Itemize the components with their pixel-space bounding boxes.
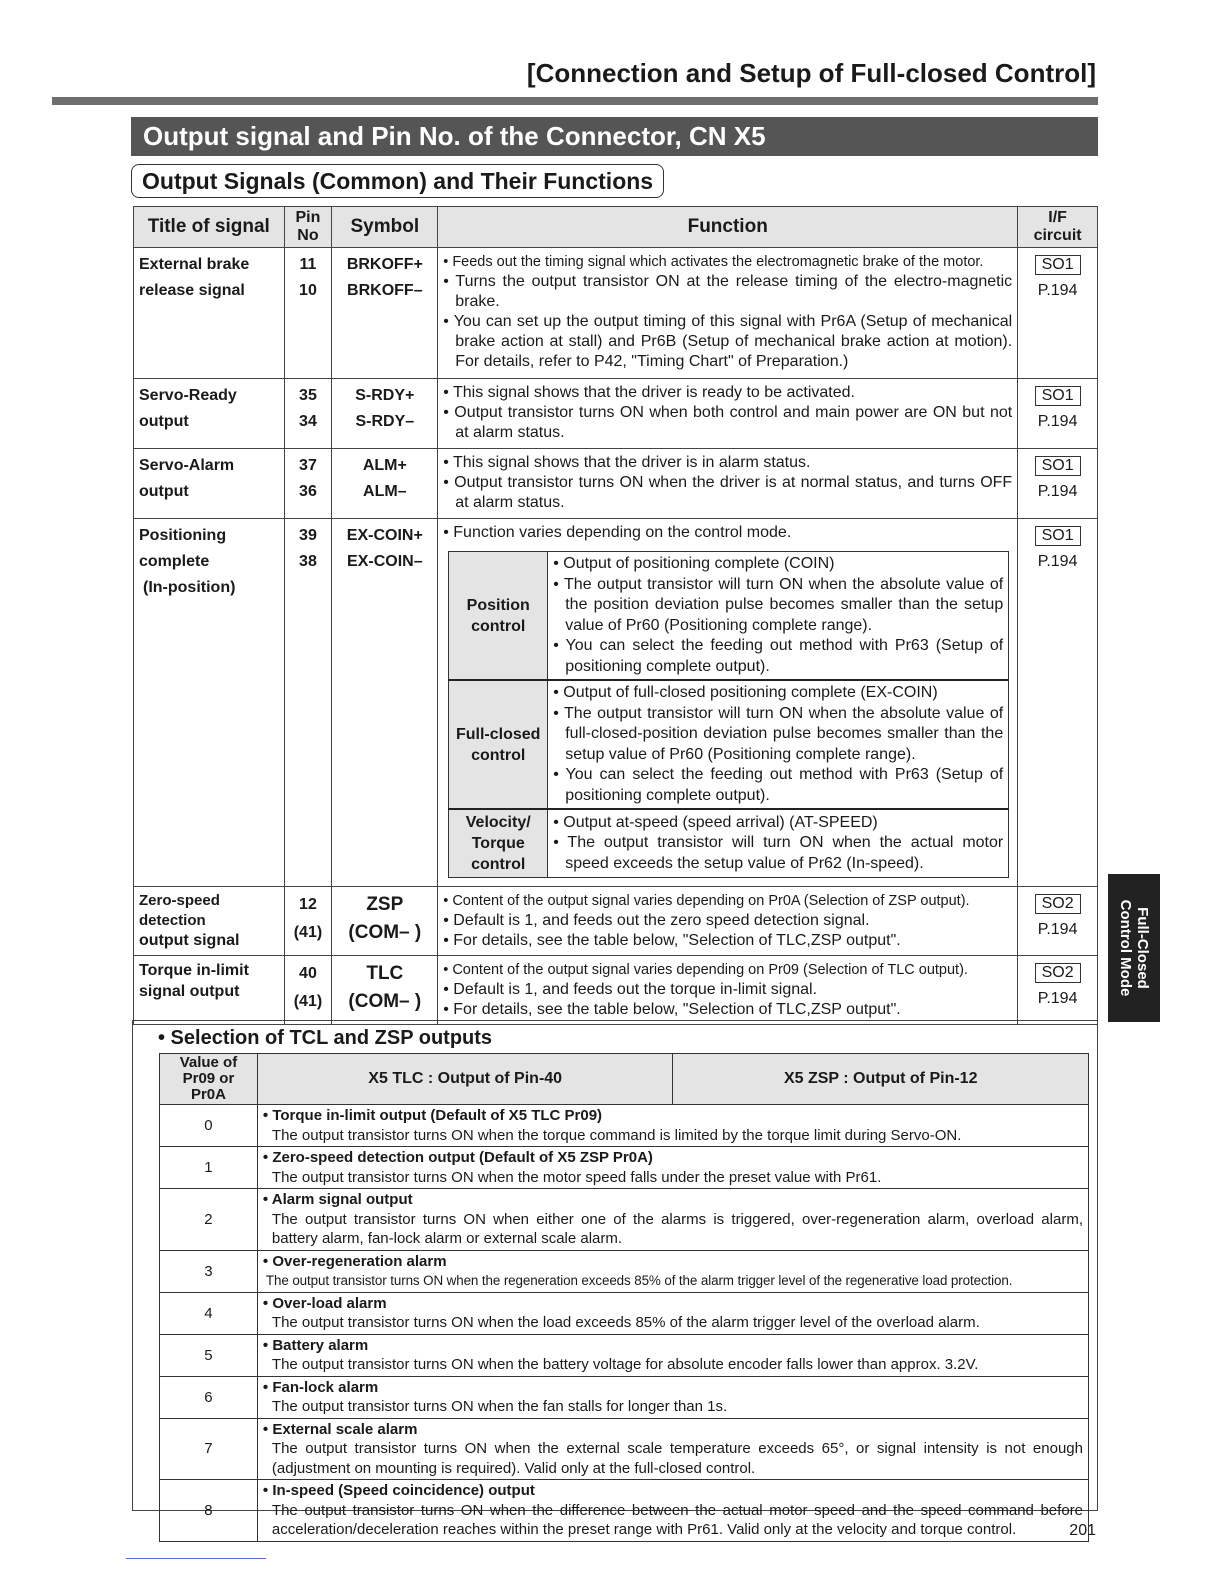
selection-item-title: • Over-load alarm xyxy=(262,1294,387,1312)
pin: 38 xyxy=(299,553,317,570)
circuit-code: SO2 xyxy=(1035,894,1081,914)
selection-row xyxy=(160,1418,1089,1480)
pin: 12 xyxy=(299,896,317,913)
selection-description xyxy=(257,1480,1088,1542)
mode-line: • You can select the feeding out method with Pr63 (Setup of positioning complete output). xyxy=(553,637,1004,675)
selection-row xyxy=(160,1250,1089,1292)
mode-label-line: Velocity/ xyxy=(465,814,531,831)
circuit-code: SO1 xyxy=(1035,526,1081,546)
symbols xyxy=(332,248,438,379)
table-row xyxy=(134,887,1098,956)
signal-title xyxy=(134,519,285,887)
signal-title xyxy=(134,887,285,956)
selection-item-text: The output transistor turns ON when the fan stalls for longer than 1s. xyxy=(271,1398,728,1415)
interface-circuit xyxy=(1018,519,1098,887)
selection-value: 5 xyxy=(160,1334,258,1376)
table-row xyxy=(134,956,1098,1025)
function-line: • Function varies depending on the control mode. xyxy=(443,524,792,541)
interface-circuit xyxy=(1018,449,1098,519)
col-function-header: Function xyxy=(438,207,1018,248)
section-title: Output signal and Pin No. of the Connector, CN X5 xyxy=(131,117,1098,156)
function-line: • Content of the output signal varies depending on Pr0A (Selection of ZSP output). xyxy=(443,893,970,909)
mode-line: • Output of positioning complete (COIN) xyxy=(553,555,835,572)
pin-numbers xyxy=(284,956,332,1025)
signal-title-line: Zero-speed xyxy=(139,892,220,909)
selection-item-text: The output transistor turns ON when the difference between the actual motor speed and the speed command before acceleration/deceleration reaches within the preset range with Pr61. Valid only at the velocity and torque control. xyxy=(271,1501,1083,1538)
selection-value: 3 xyxy=(160,1250,258,1292)
pin: 36 xyxy=(299,483,317,500)
table-header-row xyxy=(134,207,1098,248)
symbol: EX-COIN+ xyxy=(346,527,423,544)
symbol: BRKOFF– xyxy=(347,282,423,299)
selection-description xyxy=(257,1147,1088,1189)
selection-value: 1 xyxy=(160,1147,258,1189)
selection-item-text: The output transistor turns ON when the load exceeds 85% of the alarm trigger level of the overload alarm. xyxy=(271,1314,980,1331)
symbol: EX-COIN– xyxy=(347,553,423,570)
symbol: ZSP xyxy=(366,894,404,915)
symbol: (COM– ) xyxy=(348,991,422,1012)
footer-link-underline xyxy=(126,1558,266,1559)
function-line: • Turns the output transistor ON at the release timing of the electro-magnetic brake. xyxy=(443,273,1013,310)
symbols xyxy=(332,449,438,519)
value-header-line: Pr09 or Pr0A xyxy=(182,1070,235,1103)
signal-title-line: (In-position) xyxy=(143,579,236,596)
function-line: • You can set up the output timing of this signal with Pr6A (Setup of mechanical brake action at stall) and Pr6B (Setup of mechanical brake action at motion). For details, refer to P42, "Timing Chart" of Preparation.) xyxy=(443,313,1013,370)
side-tab-line: Control Mode xyxy=(1117,899,1134,997)
side-chapter-tab xyxy=(1108,874,1160,1022)
interface-circuit xyxy=(1018,887,1098,956)
mode-label-line: Torque xyxy=(471,835,525,852)
mode-label-line: Position xyxy=(466,596,530,614)
signal-title-line: signal output xyxy=(139,983,240,1000)
mode-label-line: control xyxy=(471,746,526,764)
function-text xyxy=(438,887,1018,956)
mode-description xyxy=(548,552,1009,681)
signal-title: External brake release signal xyxy=(134,248,285,379)
mode-line: • Output of full-closed positioning complete (EX-COIN) xyxy=(553,684,938,701)
selection-item-title: • In-speed (Speed coincidence) output xyxy=(262,1482,535,1499)
interface-circuit xyxy=(1018,379,1098,449)
page-ref: P.194 xyxy=(1037,282,1078,299)
signal-title-line: output signal xyxy=(139,932,240,949)
selection-item-text: The output transistor turns ON when the regeneration exceeds 85% of the alarm trigger level of the regenerative load protection. xyxy=(265,1273,1013,1288)
function-text xyxy=(438,449,1018,519)
mode-label-line: control xyxy=(471,617,526,635)
page-ref: P.194 xyxy=(1037,483,1078,500)
function-text xyxy=(438,379,1018,449)
table-row xyxy=(134,519,1098,887)
circuit-code: SO1 xyxy=(1035,386,1081,406)
selection-item-title: • Battery alarm xyxy=(262,1336,369,1354)
selection-row xyxy=(160,1334,1089,1376)
table-row xyxy=(134,449,1098,519)
pin: (41) xyxy=(293,924,323,941)
col-pin-header: Pin No xyxy=(284,207,332,248)
symbol: ALM+ xyxy=(362,457,407,474)
pin-numbers xyxy=(284,887,332,956)
circuit-code: SO1 xyxy=(1035,255,1081,275)
selection-item-title: • External scale alarm xyxy=(262,1420,418,1438)
table-row xyxy=(134,248,1098,379)
page-header-title: [Connection and Setup of Full-closed Control] xyxy=(526,58,1096,88)
pin: 40 xyxy=(299,965,317,982)
signal-title-line: Torque in-limit xyxy=(139,962,249,979)
subsection-title: Output Signals (Common) and Their Functions xyxy=(131,164,664,198)
tlc-header: X5 TLC : Output of Pin-40 xyxy=(257,1054,673,1105)
col-symbol-header: Symbol xyxy=(332,207,438,248)
pin-numbers xyxy=(284,449,332,519)
pin: 37 xyxy=(299,457,317,474)
selection-item-text: The output transistor turns ON when the external scale temperature exceeds 65°, or signal intensity is not enough (adjustment on mounting is required). Valid only at the full-closed control. xyxy=(271,1440,1083,1477)
symbols xyxy=(332,956,438,1025)
signal-title: Servo-Ready output xyxy=(134,379,285,449)
selection-description xyxy=(257,1376,1088,1418)
function-line: • Default is 1, and feeds out the torque in-limit signal. xyxy=(443,981,818,998)
symbol: TLC xyxy=(366,963,404,984)
page-ref: P.194 xyxy=(1037,990,1078,1007)
selection-description xyxy=(257,1292,1088,1334)
selection-table xyxy=(159,1053,1089,1542)
signal-title xyxy=(134,956,285,1025)
symbol: S-RDY+ xyxy=(355,387,415,404)
selection-row xyxy=(160,1376,1089,1418)
selection-description xyxy=(257,1418,1088,1480)
table-row xyxy=(134,379,1098,449)
function-line: • Feeds out the timing signal which activates the electromagnetic brake of the motor. xyxy=(443,254,984,270)
mode-row xyxy=(449,809,1009,878)
selection-row xyxy=(160,1480,1089,1542)
side-tab-line: Full-Closed xyxy=(1134,907,1151,989)
pin: 35 xyxy=(299,387,317,404)
col-circuit-header: I/F circuit xyxy=(1018,207,1098,248)
header-rule xyxy=(52,97,1098,105)
function-line: • This signal shows that the driver is ready to be activated. xyxy=(443,384,855,401)
function-text xyxy=(438,248,1018,379)
symbol: S-RDY– xyxy=(355,413,415,430)
signal-title: Servo-Alarm output xyxy=(134,449,285,519)
selection-row xyxy=(160,1105,1089,1147)
function-line: • Default is 1, and feeds out the zero speed detection signal. xyxy=(443,912,870,929)
mode-row xyxy=(449,680,1009,809)
selection-item-title: • Over-regeneration alarm xyxy=(262,1252,447,1270)
mode-label-line: Full-closed xyxy=(455,725,541,743)
mode-label xyxy=(449,809,548,878)
selection-header-row xyxy=(160,1054,1089,1105)
function-line: • Output transistor turns ON when the driver is at normal status, and turns OFF at alarm status. xyxy=(443,474,1013,511)
function-line: • Output transistor turns ON when both control and main power are ON but not at alarm status. xyxy=(443,404,1013,441)
selection-row xyxy=(160,1292,1089,1334)
mode-description xyxy=(548,680,1009,809)
selection-value: 4 xyxy=(160,1292,258,1334)
pin: 34 xyxy=(299,413,317,430)
signal-title-line: detection xyxy=(139,912,206,929)
mode-label-line: control xyxy=(471,856,526,873)
function-line: • For details, see the table below, "Selection of TLC,ZSP output". xyxy=(443,1001,901,1018)
selection-item-title: • Fan-lock alarm xyxy=(262,1378,379,1396)
selection-description xyxy=(257,1189,1088,1251)
circuit-code: SO1 xyxy=(1035,456,1081,476)
selection-item-text: The output transistor turns ON when the motor speed falls under the preset value with Pr61. xyxy=(271,1168,882,1186)
mode-line: • You can select the feeding out method with Pr63 (Setup of positioning complete output). xyxy=(553,766,1004,804)
selection-item-text: The output transistor turns ON when the torque command is limited by the torque limit during Servo-ON. xyxy=(271,1126,962,1144)
interface-circuit xyxy=(1018,248,1098,379)
symbols xyxy=(332,519,438,887)
selection-description xyxy=(257,1105,1088,1147)
value-header-line: Value of xyxy=(179,1054,238,1071)
selection-item-text: The output transistor turns ON when either one of the alarms is triggered, over-regeneration alarm, overload alarm, battery alarm, fan-lock alarm or external scale alarm. xyxy=(271,1210,1083,1247)
page-number: 201 xyxy=(1069,1522,1096,1539)
pin-numbers xyxy=(284,519,332,887)
selection-value: 2 xyxy=(160,1189,258,1251)
page-ref: P.194 xyxy=(1037,553,1078,570)
mode-row xyxy=(449,552,1009,681)
pin-numbers xyxy=(284,248,332,379)
signal-title-line: complete xyxy=(139,553,210,570)
pin: (41) xyxy=(293,993,323,1010)
interface-circuit xyxy=(1018,956,1098,1025)
zsp-header: X5 ZSP : Output of Pin-12 xyxy=(673,1054,1089,1105)
function-line: • Content of the output signal varies depending on Pr09 (Selection of TLC output). xyxy=(443,962,968,978)
selection-description xyxy=(257,1250,1088,1292)
selection-value: 8 xyxy=(160,1480,258,1542)
selection-row xyxy=(160,1189,1089,1251)
selection-item-title: • Torque in-limit output (Default of X5 TLC Pr09) xyxy=(262,1107,603,1124)
function-line: • For details, see the table below, "Selection of TLC,ZSP output". xyxy=(443,932,901,949)
value-header xyxy=(160,1054,258,1105)
selection-item-text: The output transistor turns ON when the battery voltage for absolute encoder falls lower than approx. 3.2V. xyxy=(271,1356,979,1373)
side-tab-label xyxy=(1117,900,1151,997)
pin: 11 xyxy=(299,256,317,273)
selection-description xyxy=(257,1334,1088,1376)
symbol: (COM– ) xyxy=(348,922,422,943)
selection-value: 0 xyxy=(160,1105,258,1147)
signal-title-line: Positioning xyxy=(139,527,227,544)
pin: 39 xyxy=(299,527,317,544)
mode-label xyxy=(449,680,548,809)
selection-value: 7 xyxy=(160,1418,258,1480)
mode-label xyxy=(449,552,548,681)
symbol: ALM– xyxy=(363,483,407,500)
circuit-code: SO2 xyxy=(1035,963,1081,983)
function-text xyxy=(438,956,1018,1025)
output-signals-table xyxy=(133,206,1098,1025)
mode-line: • The output transistor will turn ON when the absolute value of full-closed-position deviation pulse becomes smaller than the setup value of Pr60 (Positioning complete range). xyxy=(553,704,1004,763)
page-ref: P.194 xyxy=(1037,413,1078,430)
selection-value: 6 xyxy=(160,1376,258,1418)
symbol: BRKOFF+ xyxy=(346,256,423,273)
mode-description xyxy=(548,809,1009,878)
mode-line: • Output at-speed (speed arrival) (AT-SPEED) xyxy=(553,813,878,831)
pin: 10 xyxy=(299,282,317,299)
mode-line: • The output transistor will turn ON when the actual motor speed exceeds the setup value of Pr62 (In-speed). xyxy=(553,834,1004,872)
page-ref: P.194 xyxy=(1037,921,1078,938)
selection-item-title: • Zero-speed detection output (Default of X5 ZSP Pr0A) xyxy=(262,1149,653,1166)
function-text xyxy=(438,519,1018,887)
mode-line: • The output transistor will turn ON when the absolute value of the position deviation pulse becomes smaller than the setup value of Pr60 (Positioning complete range). xyxy=(553,575,1004,634)
function-line: • This signal shows that the driver is in alarm status. xyxy=(443,454,811,471)
selection-item-title: • Alarm signal output xyxy=(262,1191,413,1208)
symbols xyxy=(332,887,438,956)
selection-title: • Selection of TCL and ZSP outputs xyxy=(158,1027,493,1049)
selection-row xyxy=(160,1147,1089,1189)
symbols xyxy=(332,379,438,449)
col-title-header: Title of signal xyxy=(134,207,285,248)
control-mode-table xyxy=(448,551,1009,878)
pin-numbers xyxy=(284,379,332,449)
